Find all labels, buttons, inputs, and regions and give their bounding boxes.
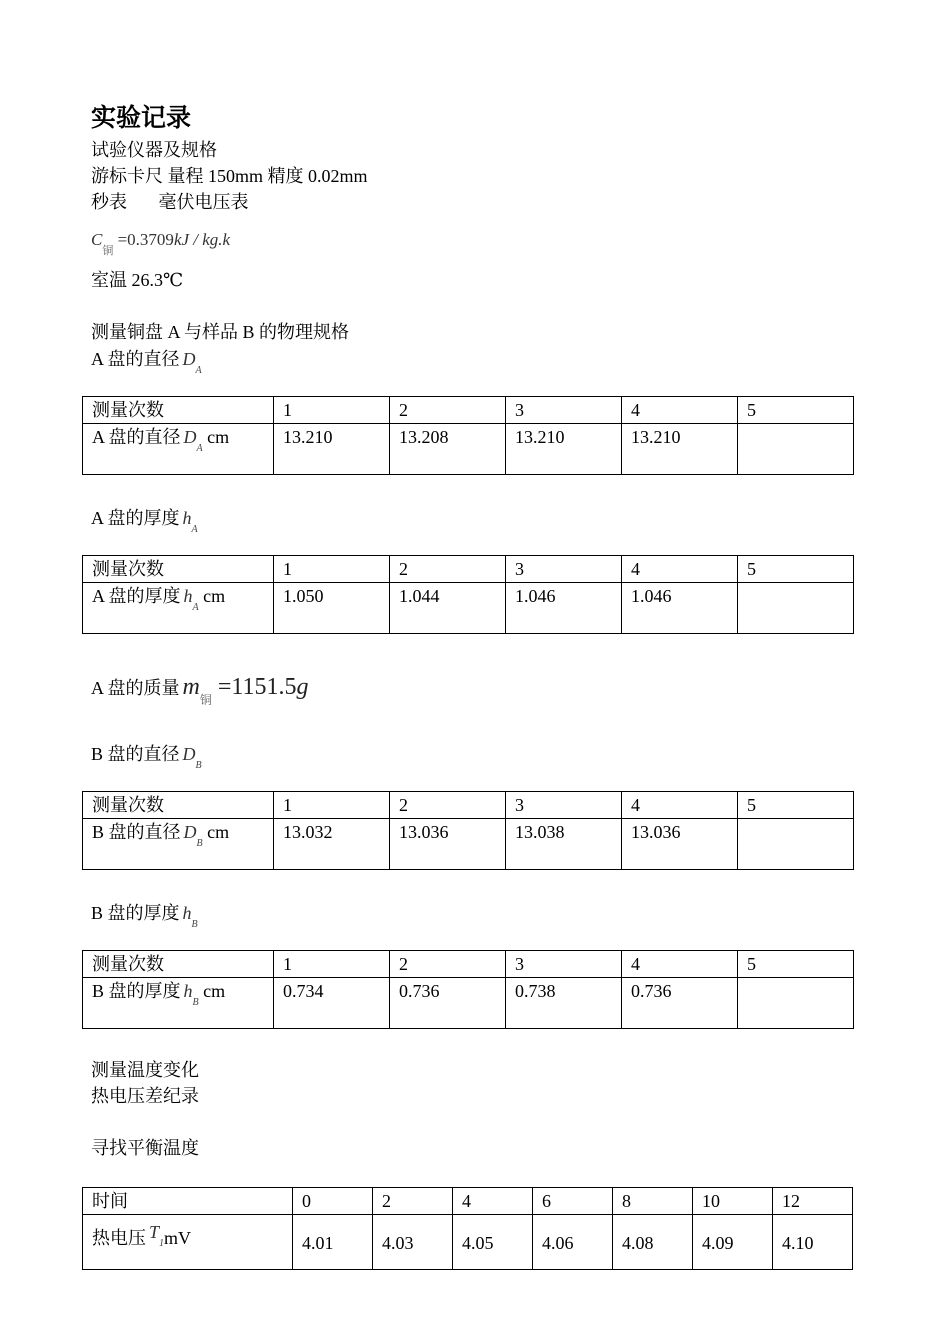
a-thickness-symbol-sub: A (191, 524, 198, 535)
row-symbol: T (149, 1222, 160, 1242)
a-diameter-caption (91, 348, 202, 382)
header-cell: 8 (613, 1188, 693, 1215)
table-header-row (83, 792, 854, 819)
value-cell: 1.046 (622, 583, 738, 634)
row-symbol: D (183, 822, 197, 842)
header-cell: 测量次数 (83, 397, 274, 424)
value-cell: 1.044 (390, 583, 506, 634)
a-mass-formula (182, 674, 309, 707)
heat-capacity-symbol: C (91, 230, 103, 249)
table-row (83, 583, 854, 634)
header-cell: 测量次数 (83, 556, 274, 583)
b-diameter-caption (91, 743, 202, 777)
row-unit: cm (207, 427, 230, 447)
row-label: 热电压 (92, 1228, 146, 1248)
row-label: A 盘的厚度 (92, 586, 181, 606)
header-cell: 6 (533, 1188, 613, 1215)
b-thickness-symbol-sub: B (191, 919, 198, 930)
header-cell: 4 (622, 792, 738, 819)
instruments-label: 试验仪器及规格 (91, 140, 217, 160)
b-thickness-symbol: h (182, 903, 192, 923)
b-diameter-symbol: D (182, 744, 196, 764)
value-cell: 4.05 (453, 1215, 533, 1270)
heat-capacity-units: kJ / kg.k (173, 230, 231, 249)
a-thickness-table (82, 555, 854, 634)
a-thickness-caption (91, 507, 198, 541)
a-mass-line (91, 671, 309, 716)
value-cell: 13.208 (390, 424, 506, 475)
a-mass-value: =1151.5 (217, 674, 297, 700)
row-symbol: D (183, 427, 197, 447)
row-unit: mV (164, 1228, 192, 1248)
header-cell: 1 (274, 556, 390, 583)
row-label-cell (83, 424, 274, 475)
heat-capacity-value: =0.3709 (117, 230, 174, 249)
value-cell: 4.08 (613, 1215, 693, 1270)
row-label: B 盘的直径 (92, 822, 181, 842)
header-cell: 2 (373, 1188, 453, 1215)
row-symbol-sub: A (192, 602, 199, 613)
a-thickness-caption-text: A 盘的厚度 (91, 508, 180, 528)
header-cell: 10 (693, 1188, 773, 1215)
value-cell: 0.736 (390, 978, 506, 1029)
header-cell: 4 (453, 1188, 533, 1215)
row-label-cell (83, 819, 274, 870)
header-cell: 5 (738, 792, 854, 819)
header-cell: 3 (506, 397, 622, 424)
header-cell: 3 (506, 951, 622, 978)
b-thickness-caption-text: B 盘的厚度 (91, 903, 180, 923)
value-cell (738, 424, 854, 475)
thermo-voltage-heading: 热电压差纪录 (91, 1086, 199, 1106)
header-cell: 测量次数 (83, 951, 274, 978)
header-cell: 1 (274, 792, 390, 819)
row-symbol-sub: A (196, 443, 203, 454)
value-cell: 4.10 (773, 1215, 853, 1270)
value-cell: 1.050 (274, 583, 390, 634)
header-cell: 2 (390, 397, 506, 424)
a-diameter-symbol-sub: A (195, 365, 202, 376)
value-cell: 4.03 (373, 1215, 453, 1270)
row-label: B 盘的厚度 (92, 981, 181, 1001)
row-symbol-sub: B (196, 838, 203, 849)
row-symbol-sub: 1 (159, 1238, 165, 1249)
header-cell: 2 (390, 792, 506, 819)
header-cell: 0 (293, 1188, 373, 1215)
value-cell (738, 583, 854, 634)
heat-capacity-formula (91, 229, 230, 262)
row-unit: cm (203, 586, 226, 606)
specs-heading: 测量铜盘 A 与样品 B 的物理规格 (91, 322, 350, 342)
header-cell: 5 (738, 397, 854, 424)
value-cell: 13.032 (274, 819, 390, 870)
value-cell: 4.06 (533, 1215, 613, 1270)
header-cell: 4 (622, 951, 738, 978)
timer-voltmeter-spec: 秒表 毫伏电压表 (91, 192, 249, 212)
value-cell: 13.210 (274, 424, 390, 475)
value-cell: 13.036 (622, 819, 738, 870)
page-title: 实验记录 (91, 105, 192, 132)
header-cell: 2 (390, 556, 506, 583)
value-cell: 0.734 (274, 978, 390, 1029)
row-label-cell (83, 583, 274, 634)
row-label-cell (83, 978, 274, 1029)
row-label: A 盘的直径 (92, 427, 181, 447)
value-cell: 13.210 (506, 424, 622, 475)
a-thickness-symbol: h (182, 508, 192, 528)
header-cell: 1 (274, 397, 390, 424)
header-cell: 4 (622, 556, 738, 583)
room-temperature: 室温 26.3℃ (91, 270, 184, 290)
row-symbol: h (183, 981, 193, 1001)
row-unit: cm (203, 981, 226, 1001)
table-row (83, 819, 854, 870)
value-cell: 13.036 (390, 819, 506, 870)
header-cell: 5 (738, 951, 854, 978)
b-diameter-table (82, 791, 854, 870)
value-cell: 13.210 (622, 424, 738, 475)
table-row (83, 424, 854, 475)
a-mass-subscript: 铜 (199, 693, 212, 707)
header-cell: 时间 (83, 1188, 293, 1215)
header-cell: 2 (390, 951, 506, 978)
header-cell: 3 (506, 792, 622, 819)
value-cell (738, 978, 854, 1029)
value-cell: 1.046 (506, 583, 622, 634)
a-mass-symbol: m (182, 674, 200, 700)
table-header-row (83, 397, 854, 424)
equilibrium-heading: 寻找平衡温度 (91, 1138, 199, 1158)
header-cell: 3 (506, 556, 622, 583)
header-cell: 1 (274, 951, 390, 978)
row-symbol: h (183, 586, 193, 606)
b-diameter-caption-text: B 盘的直径 (91, 744, 180, 764)
b-thickness-caption (91, 902, 198, 936)
header-cell: 12 (773, 1188, 853, 1215)
thermo-voltage-table (82, 1187, 853, 1270)
a-diameter-table (82, 396, 854, 475)
header-cell: 4 (622, 397, 738, 424)
temperature-heading: 测量温度变化 (91, 1060, 199, 1080)
table-row (83, 1215, 853, 1270)
table-header-row (83, 1188, 853, 1215)
value-cell: 0.736 (622, 978, 738, 1029)
header-cell: 测量次数 (83, 792, 274, 819)
table-row (83, 978, 854, 1029)
value-cell: 4.09 (693, 1215, 773, 1270)
value-cell: 13.038 (506, 819, 622, 870)
value-cell: 0.738 (506, 978, 622, 1029)
heat-capacity-subscript: 铜 (102, 245, 114, 257)
row-symbol-sub: B (192, 997, 199, 1008)
header-cell: 5 (738, 556, 854, 583)
b-diameter-symbol-sub: B (195, 760, 202, 771)
table-header-row (83, 556, 854, 583)
b-thickness-table (82, 950, 854, 1029)
a-diameter-symbol: D (182, 349, 196, 369)
a-diameter-caption-text: A 盘的直径 (91, 349, 180, 369)
row-label-cell (83, 1215, 293, 1270)
table-header-row (83, 951, 854, 978)
caliper-spec: 游标卡尺 量程 150mm 精度 0.02mm (91, 166, 368, 186)
a-mass-unit: g (296, 674, 309, 700)
value-cell (738, 819, 854, 870)
row-unit: cm (207, 822, 230, 842)
value-cell: 4.01 (293, 1215, 373, 1270)
a-mass-caption: A 盘的质量 (91, 678, 180, 698)
